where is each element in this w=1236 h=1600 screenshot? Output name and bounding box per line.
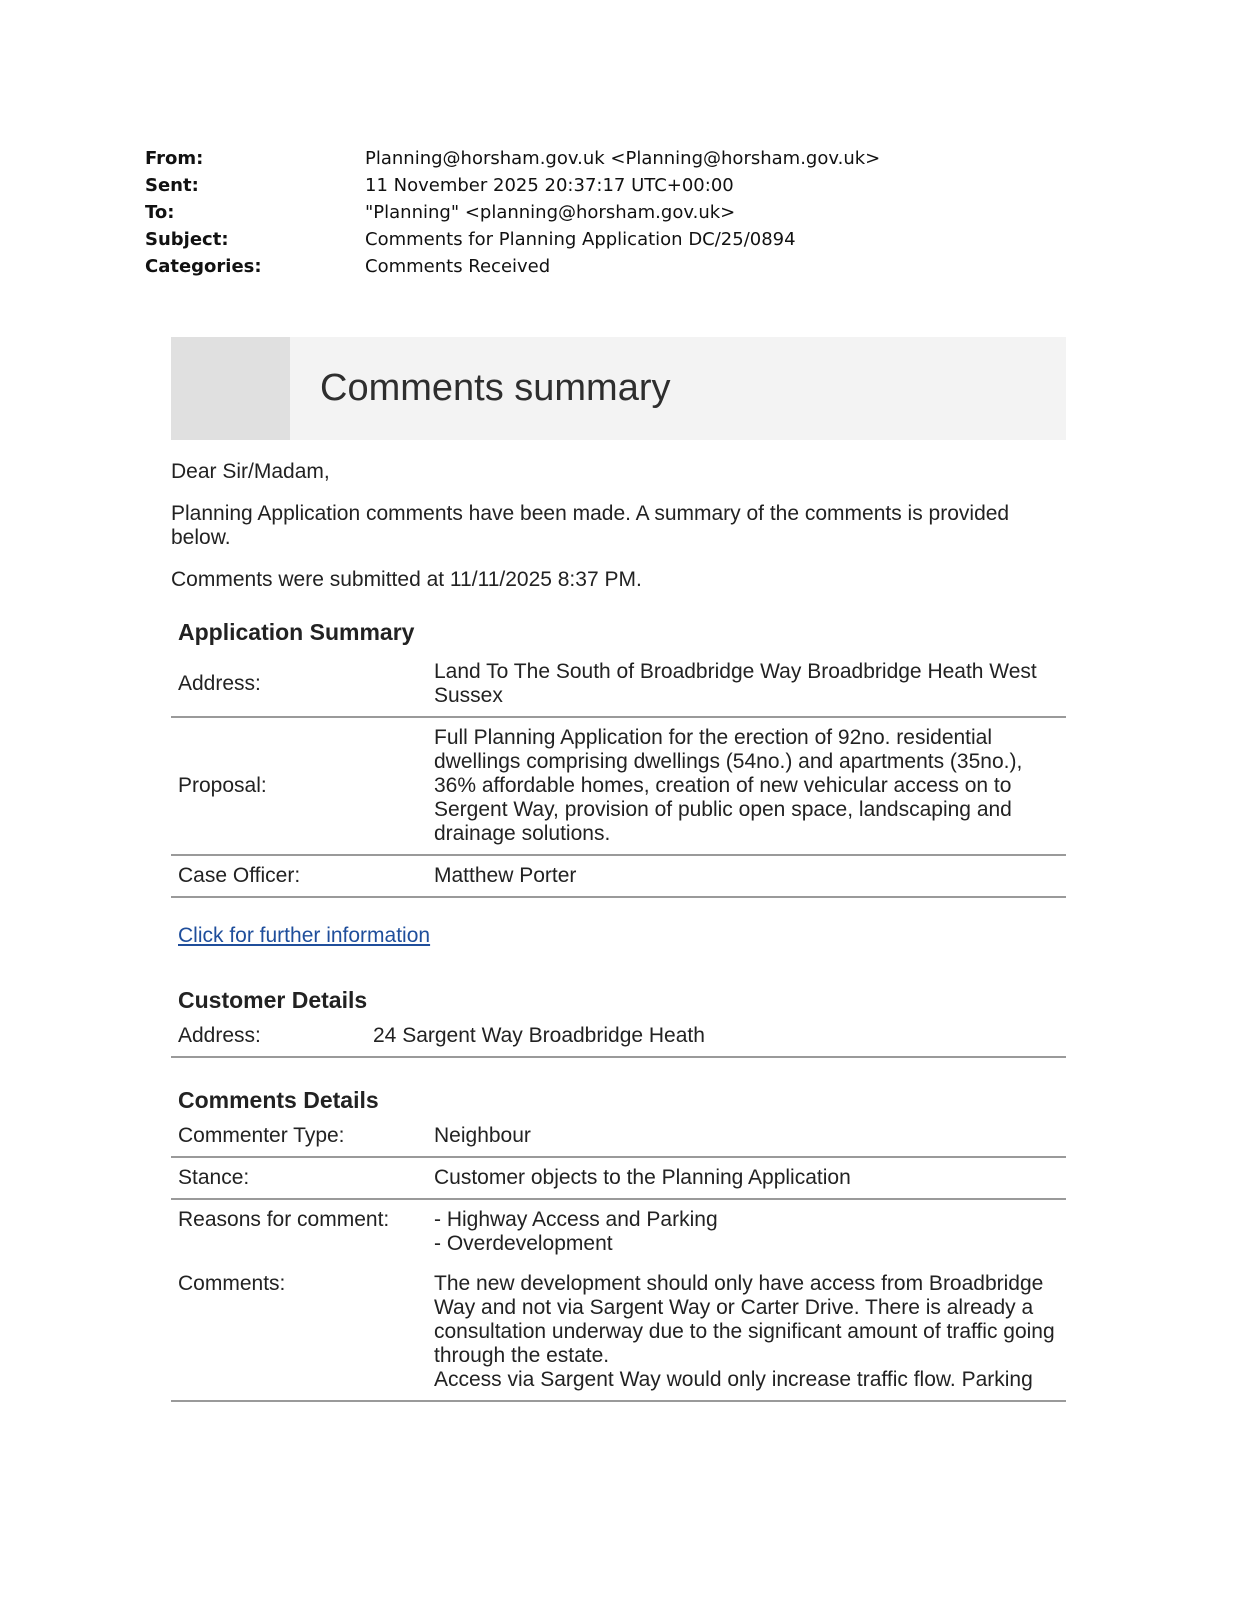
email-body [171,460,1066,1402]
subject-row [145,226,880,253]
stance-value: Customer objects to the Planning Application [427,1157,1066,1199]
to-row [145,199,880,226]
table-row [171,1016,1066,1057]
table-row [171,652,1066,717]
comment-paragraph: Access via Sargent Way would only increase traffic flow. Parking [434,1368,1033,1391]
subject-value: Comments for Planning Application DC/25/0894 [365,229,796,250]
banner-title: Comments summary [320,367,671,409]
comments-details-table [171,1116,1066,1402]
reason-item: - Overdevelopment [434,1232,613,1255]
sent-value: 11 November 2025 20:37:17 UTC+00:00 [365,175,734,196]
application-summary-table [171,652,1066,898]
banner-side-block [171,337,290,440]
commenter-type-value: Neighbour [427,1116,1066,1157]
reasons-value [427,1199,1066,1264]
intro-text: Planning Application comments have been made. A summary of the comments is provided below. [171,502,1010,549]
email-header [145,145,880,280]
reasons-label: Reasons for comment: [178,1208,390,1231]
customer-details-table [171,1016,1066,1058]
commenter-type-label: Commenter Type: [171,1116,427,1157]
address-value: Land To The South of Broadbridge Way Broadbridge Heath West Sussex [427,652,1066,717]
table-row [171,1157,1066,1199]
categories-value: Comments Received [365,256,551,277]
comments-summary-banner [171,337,1066,440]
comments-details-title: Comments Details [178,1087,379,1113]
from-value: Planning@horsham.gov.uk <Planning@horsham.gov.uk> [365,148,881,169]
customer-address-label: Address: [171,1016,366,1057]
table-row [171,1116,1066,1157]
reason-item: - Highway Access and Parking [434,1208,718,1231]
from-label: From: [145,148,204,169]
sent-label: Sent: [145,175,199,196]
case-officer-value: Matthew Porter [427,855,1066,897]
to-label: To: [145,202,175,223]
greeting: Dear Sir/Madam, [171,460,330,483]
table-row [171,1199,1066,1264]
case-officer-label: Case Officer: [171,855,427,897]
application-summary-title: Application Summary [178,619,415,645]
from-row [145,145,880,172]
table-row [171,717,1066,855]
proposal-label: Proposal: [171,717,427,855]
comment-paragraph: The new development should only have access from Broadbridge Way and not via Sargent Way or Carter Drive. There is already a consultation underway due to the significant amount of traffic going through the estate. [434,1272,1055,1367]
further-information-link[interactable]: Click for further information [178,924,431,947]
proposal-value: Full Planning Application for the erection of 92no. residential dwellings comprising dwellings (54no.) and apartments (35no.), 36% affordable homes, creation of new vehicular access on to Sergent Way, provision of public open space, landscaping and drainage solutions. [427,717,1066,855]
customer-address-value: 24 Sargent Way Broadbridge Heath [366,1016,1066,1057]
stance-label: Stance: [171,1157,427,1199]
sent-row [145,172,880,199]
submitted-text: Comments were submitted at 11/11/2025 8:37 PM. [171,568,642,591]
categories-label: Categories: [145,256,262,277]
table-row [171,855,1066,897]
to-value: "Planning" <planning@horsham.gov.uk> [365,202,736,223]
subject-label: Subject: [145,229,229,250]
table-row [171,1264,1066,1401]
comments-label: Comments: [171,1264,427,1401]
customer-details-title: Customer Details [178,987,368,1013]
categories-row [145,253,880,280]
address-label: Address: [171,652,427,717]
comments-value [427,1264,1066,1401]
